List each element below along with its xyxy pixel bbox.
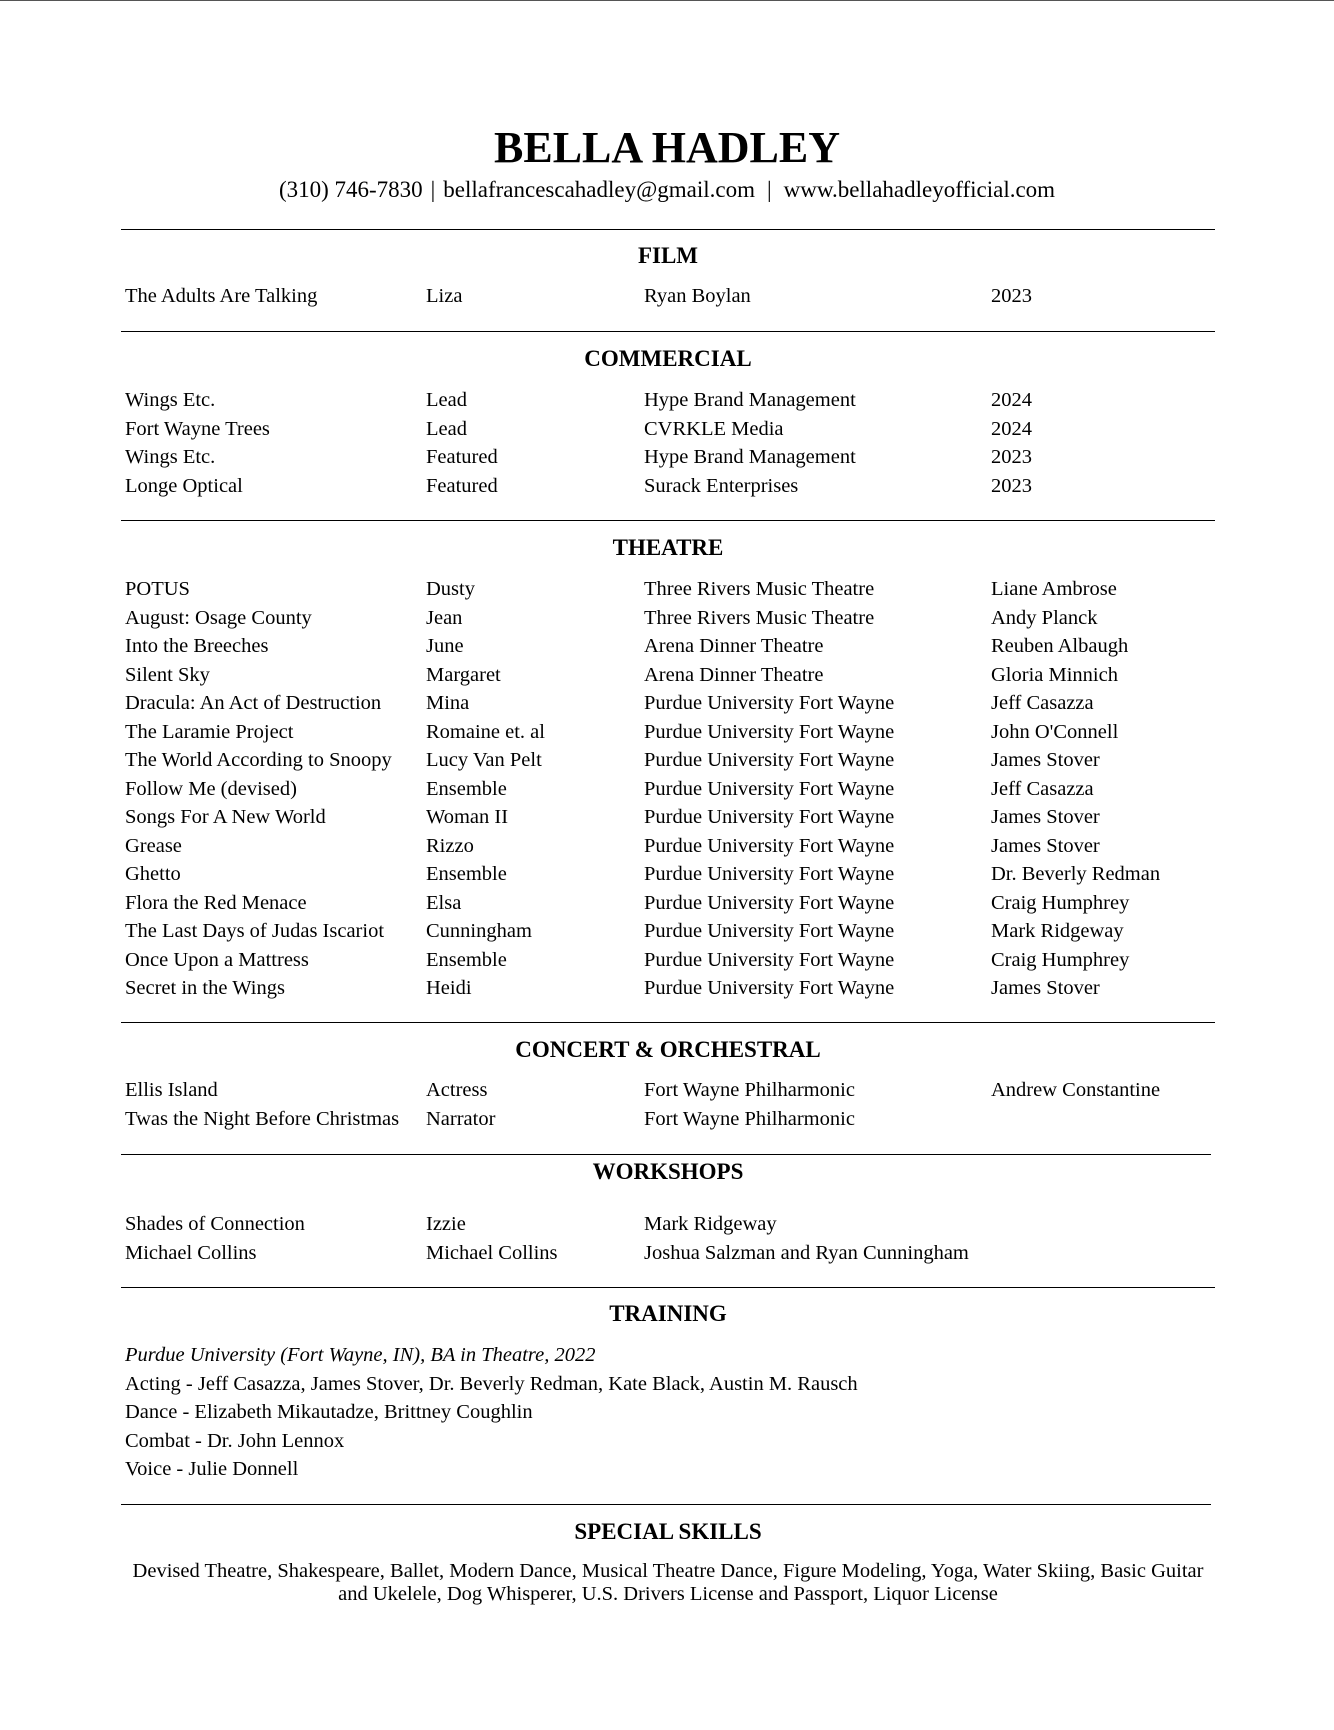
credit-detail: Craig Humphrey [991,891,1130,914]
credit-title: Silent Sky [125,663,210,686]
credit-company: Joshua Salzman and Ryan Cunningham [644,1241,969,1264]
credit-title: The Adults Are Talking [125,285,318,307]
credit-title: Follow Me (devised) [125,777,297,800]
separator: | [430,177,436,202]
page-title: BELLA HADLEY [494,123,840,172]
email-address: bellafrancescahadley@gmail.com [443,177,756,202]
credit-role: Featured [426,474,498,497]
credit-role: Liza [426,285,463,307]
credit-detail: James Stover [991,977,1100,999]
section-divider [121,1287,1215,1288]
credit-company: Purdue University Fort Wayne [644,920,895,942]
credit-title: Grease [125,834,182,857]
credit-detail: Gloria Minnich [991,663,1118,686]
credit-title: Once Upon a Mattress [125,948,309,971]
credit-title: Wings Etc. [125,389,216,411]
credit-role: Izzie [426,1213,466,1235]
credit-row [125,661,1225,690]
credit-company: Surack Enterprises [644,474,799,497]
credit-row [125,632,1225,661]
credit-row [125,689,1225,718]
credit-title: Fort Wayne Trees [125,417,270,440]
credit-row [125,775,1225,804]
section-divider [121,520,1215,521]
credit-detail: Dr. Beverly Redman [991,863,1161,885]
credit-company: Arena Dinner Theatre [644,635,824,657]
credit-title: Shades of Connection [125,1213,305,1235]
credit-row [125,1210,1225,1239]
credit-role: Lead [426,389,467,411]
credit-role: Featured [426,446,498,468]
section-heading-film: FILM [637,243,699,268]
credit-role: Jean [426,606,463,629]
credit-company: Hype Brand Management [644,389,856,411]
credit-company: Purdue University Fort Wayne [644,806,895,828]
credit-row [125,443,1225,472]
credit-row [125,917,1225,946]
section-divider [121,1154,1211,1155]
credit-detail: 2024 [991,389,1032,411]
credit-detail: Reuben Albaugh [991,635,1129,657]
credit-detail: Mark Ridgeway [991,920,1124,942]
credit-title: Ghetto [125,863,181,885]
special-skills-text [121,1560,1215,1606]
credit-company: Purdue University Fort Wayne [644,977,895,999]
credit-title: Flora the Red Menace [125,891,307,914]
credit-company: Purdue University Fort Wayne [644,692,895,714]
credit-detail: John O'Connell [991,720,1119,743]
section-heading-training: TRAINING [609,1301,727,1326]
credit-row [125,282,1225,311]
credit-role: Rizzo [426,834,474,857]
credit-row [125,746,1225,775]
credit-company: Purdue University Fort Wayne [644,749,895,771]
credit-detail: James Stover [991,749,1100,771]
page-top-border [0,0,1334,1]
phone-number: (310) 746-7830 [278,177,423,202]
credit-company: Purdue University Fort Wayne [644,891,895,914]
credit-role: Michael Collins [426,1241,558,1264]
credit-title: August: Osage County [125,606,312,629]
training-line: Acting - Jeff Casazza, James Stover, Dr. Beverly Redman, Kate Black, Austin M. Rausch [125,1372,858,1395]
separator: | [767,177,772,202]
credit-company: Purdue University Fort Wayne [644,720,895,743]
film-list [125,282,1225,311]
training-school: Purdue University (Fort Wayne, IN), BA in Theatre, 2022 [125,1344,596,1366]
section-heading-skills: SPECIAL SKILLS [574,1519,762,1544]
credit-row [125,860,1225,889]
credit-role: Lucy Van Pelt [426,749,542,771]
credit-title: Secret in the Wings [125,977,285,999]
skills-line: and Ukelele, Dog Whisperer, U.S. Drivers License and Passport, Liquor License [338,1583,998,1605]
credit-detail: 2024 [991,417,1032,440]
theatre-list [125,575,1225,1003]
credit-company: Ryan Boylan [644,285,751,307]
credit-row [125,575,1225,604]
credit-role: Narrator [426,1107,496,1130]
credit-role: June [426,635,464,657]
credit-row [125,415,1225,444]
credit-company: Three Rivers Music Theatre [644,578,875,600]
credit-detail: 2023 [991,446,1032,468]
workshops-list [125,1210,1225,1267]
credit-row [125,889,1225,918]
credit-title: POTUS [125,578,190,600]
credit-title: Twas the Night Before Christmas [125,1107,400,1130]
credit-company: Fort Wayne Philharmonic [644,1079,855,1101]
section-heading-concert: CONCERT & ORCHESTRAL [515,1037,821,1062]
credit-detail: James Stover [991,834,1100,857]
credit-role: Woman II [426,806,509,828]
credit-company: Three Rivers Music Theatre [644,606,875,629]
credit-detail: 2023 [991,474,1032,497]
credit-company: Purdue University Fort Wayne [644,834,895,857]
credit-row [125,472,1225,501]
credit-title: The World According to Snoopy [125,749,392,771]
credit-title: Into the Breeches [125,635,269,657]
training-line: Combat - Dr. John Lennox [125,1429,345,1452]
credit-row [125,803,1225,832]
credit-role: Ensemble [426,863,507,885]
concert-list [125,1076,1225,1133]
credit-row [125,718,1225,747]
credit-role: Heidi [426,977,472,999]
section-heading-theatre: THEATRE [612,535,724,560]
credit-company: Purdue University Fort Wayne [644,777,895,800]
credit-detail: Andrew Constantine [991,1079,1161,1101]
credit-row [125,1105,1225,1134]
credit-detail: Andy Planck [991,606,1098,629]
credit-row [125,832,1225,861]
credit-role: Lead [426,417,467,440]
credit-company: Hype Brand Management [644,446,856,468]
credit-title: The Last Days of Judas Iscariot [125,920,385,942]
credit-row [125,946,1225,975]
training-line: Dance - Elizabeth Mikautadze, Brittney Coughlin [125,1401,533,1424]
credit-row [125,974,1225,1003]
credit-detail: James Stover [991,806,1100,828]
credit-title: Dracula: An Act of Destruction [125,692,382,714]
credit-title: Michael Collins [125,1241,257,1264]
section-heading-workshops: WORKSHOPS [592,1159,744,1184]
training-list [125,1341,858,1484]
credit-title: Longe Optical [125,474,243,497]
skills-line: Devised Theatre, Shakespeare, Ballet, Modern Dance, Musical Theatre Dance, Figure Modeling, Yoga, Water Skiing, Basic Guitar [132,1560,1204,1582]
credit-company: Arena Dinner Theatre [644,663,824,686]
credit-title: Ellis Island [125,1079,218,1101]
commercial-list [125,386,1225,500]
credit-title: Songs For A New World [125,806,326,828]
credit-role: Elsa [426,891,462,914]
website-url: www.bellahadleyofficial.com [783,177,1056,202]
section-divider [121,1504,1211,1505]
credit-detail: 2023 [991,285,1032,307]
section-divider [121,1022,1215,1023]
credit-role: Actress [426,1079,488,1101]
credit-detail: Jeff Casazza [991,692,1094,714]
credit-row [125,386,1225,415]
section-divider [121,331,1215,332]
credit-title: The Laramie Project [125,720,294,743]
credit-company: Purdue University Fort Wayne [644,948,895,971]
training-line: Voice - Julie Donnell [125,1458,299,1481]
credit-role: Margaret [426,663,501,686]
credit-role: Mina [426,692,470,714]
credit-company: Purdue University Fort Wayne [644,863,895,885]
credit-company: Fort Wayne Philharmonic [644,1107,855,1130]
credit-row [125,604,1225,633]
credit-role: Romaine et. al [426,720,545,743]
credit-row [125,1239,1225,1268]
section-heading-commercial: COMMERCIAL [584,346,752,371]
credit-company: Mark Ridgeway [644,1213,777,1235]
credit-detail: Craig Humphrey [991,948,1130,971]
credit-role: Ensemble [426,777,507,800]
credit-title: Wings Etc. [125,446,216,468]
contact-line [0,176,1334,204]
credit-company: CVRKLE Media [644,417,784,440]
credit-detail: Liane Ambrose [991,578,1117,600]
credit-row [125,1076,1225,1105]
credit-role: Dusty [426,578,475,600]
credit-role: Cunningham [426,920,532,942]
section-divider [121,229,1215,230]
credit-role: Ensemble [426,948,507,971]
credit-detail: Jeff Casazza [991,777,1094,800]
